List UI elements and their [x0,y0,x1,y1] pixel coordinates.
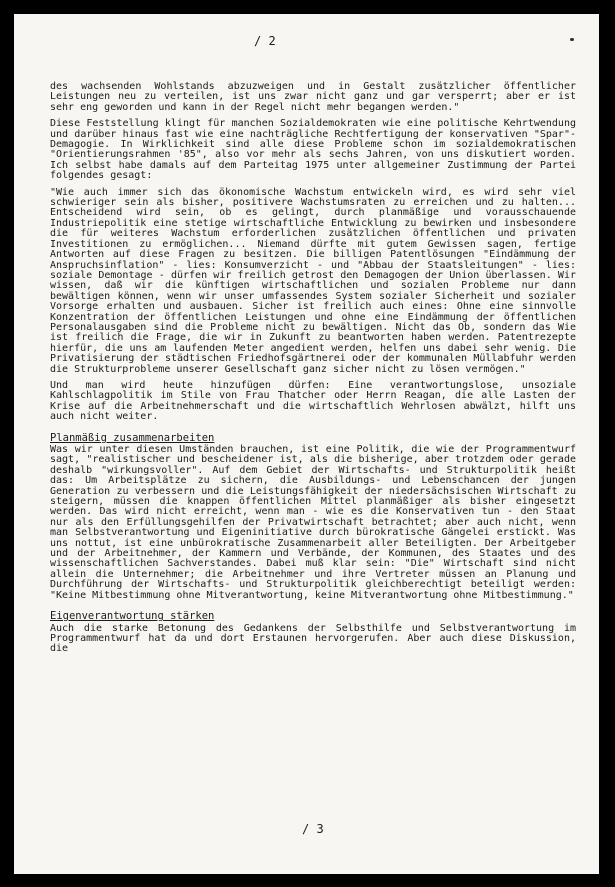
document-page [14,14,599,874]
paragraph-4: Und man wird heute hinzufügen dürfen: Eine verantwortungslose, unsoziale Kahlschlagpolitik im Stile von Frau Thatcher oder Herrn Reagan, die alle Lasten der Krise auf die Arbeitnehmerschaft und die wirtschaftlich Wehrlosen abwälzt, hilft uns auch nicht weiter. [50,379,576,423]
section-heading-1: Planmäßig zusammenarbeiten [50,431,215,444]
paragraph-1: des wachsenden Wohlstands abzuzweigen und in Gestalt zusätzlicher öffentlicher Leistungen neu zu verteilen, ist uns zwar nicht ganz und gar versperrt; aber er ist sehr eng geworden und kann in der Regel nicht mehr begangen werden." [50,81,576,113]
page-number-bottom: / 3 [302,822,324,836]
paragraph-5: Was wir unter diesen Umständen brauchen, ist eine Politik, die wie der Programmentwurf sagt, "realistischer und bescheidener ist, als die bisherige, aber trotzdem oder gerade deshalb "wirkungsvoller". Auf dem Gebiet der Wirtschafts- und Strukturpolitik heißt das: Um Arbeitsplätze zu sichern, die Ausbildungs- und Lebenschancen der jungen Generation zu verbessern und die Leistungsfähigkeit der niedersächsischen Wirtschaft zu steigern, müssen die knappen öffentlichen Mittel planmäßiger als bisher eingesetzt werden. Das wird nicht erreicht, wenn man - wie es die Konservativen tun - den Staat nur als den Erfüllungsgehilfen der Privatwirtschaft betrachtet; aber auch nicht, wenn man Selbstverantwortung und Eigeninitiative durch bürokratische Gängelei erstickt. Was uns nottut, ist eine unbürokratische Zusammenarbeit aller Beteiligten. Der Arbeitgeber und der Arbeitnehmer, der Kammern und Verbände, der Kommunen, des Staates und des wissenschaftlichen Sachverstandes. Dabei muß klar sein: "Die" Wirtschaft sind nicht allein die Unternehmer; die Arbeitnehmer und ihre Vertreter müssen an Planung und Durchführung der Wirtschafts- und Strukturpolitik gleichberechtigt beteiligt werden: "Keine Mitbestimmung ohne Mitverantwortung, keine Mitverantwortung ohne Mitbestimmung." [50,444,576,601]
body-text [50,82,576,661]
quote-paragraph: "Wie auch immer sich das ökonomische Wachstum entwickeln wird, es wird sehr viel schwieriger sein als bisher, positivere Wachstumsraten zu erreichen und zu halten... Entscheidend wird sein, ob es gelingt, durch planmäßige und vorausschauende Industriepolitik eine stetige wirtschaftliche Entwicklung zu bewirken und insbesondere die für weiteres Wachstum erforderlichen zusätzlichen öffentlichen und privaten Investitionen zu ermöglichen... Niemand dürfte mit gutem Gewissen sagen, fertige Antworten auf diese Fragen zu besitzen. Die billigen Patentlösungen "Eindämmung der Anspruchsinflation" - lies: Konsumverzicht - und "Abbau der Staatsleitungen" - lies: soziale Demontage - dürfen wir freilich getrost den Demagogen der Union überlassen. Wir wissen, daß wir die künftigen wirtschaftlichen und sozialen Probleme nur dann bewältigen können, wenn wir unser umfassendes System sozialer Sicherheit und sozialer Vorsorge erhalten und ausbauen. Sicher ist freilich auch eines: Ohne eine sinnvolle Konzentration der öffentlichen Leistungen und ohne eine Eindämmung der öffentlichen Personalausgaben sind die Probleme nicht zu bewältigen. Nicht das Ob, sondern das Wie ist freilich die Frage, die wir in Zukunft zu beantworten haben werden. Patentrezepte hierfür, die uns am laufenden Meter angedient werden, helfen uns dabei sehr wenig. Die Privatisierung der städtischen Friedhofsgärtnerei oder der kommunalen Müllabfuhr werden die Strukturprobleme unserer Gesellschaft ganz sicher nicht zu lösen vermögen." [50,186,576,375]
paragraph-2: Diese Feststellung klingt für manchen Sozialdemokraten wie eine politische Kehrtwendung und darüber hinaus fast wie eine nachträgliche Rechtfertigung der konservativen "Spar"-Demagogie. In Wirklichkeit sind alle diese Probleme schon im sozialdemokratischen "Orientierungsrahmen '85", also vor mehr als sechs Jahren, von uns diskutiert worden. Ich selbst habe damals auf dem Parteitag 1975 unter allgemeiner Zustimmung der Partei folgendes gesagt: [50,118,576,182]
page-number-top: / 2 [254,34,276,48]
section-heading-2: Eigenverantwortung stärken [50,610,215,623]
scan-speck [570,38,574,41]
paragraph-6: Auch die starke Betonung des Gedankens der Selbsthilfe und Selbstverantwortung im Programmentwurf hat da und dort Erstaunen hervorgerufen. Aber auch diese Diskussion, die [50,622,576,655]
